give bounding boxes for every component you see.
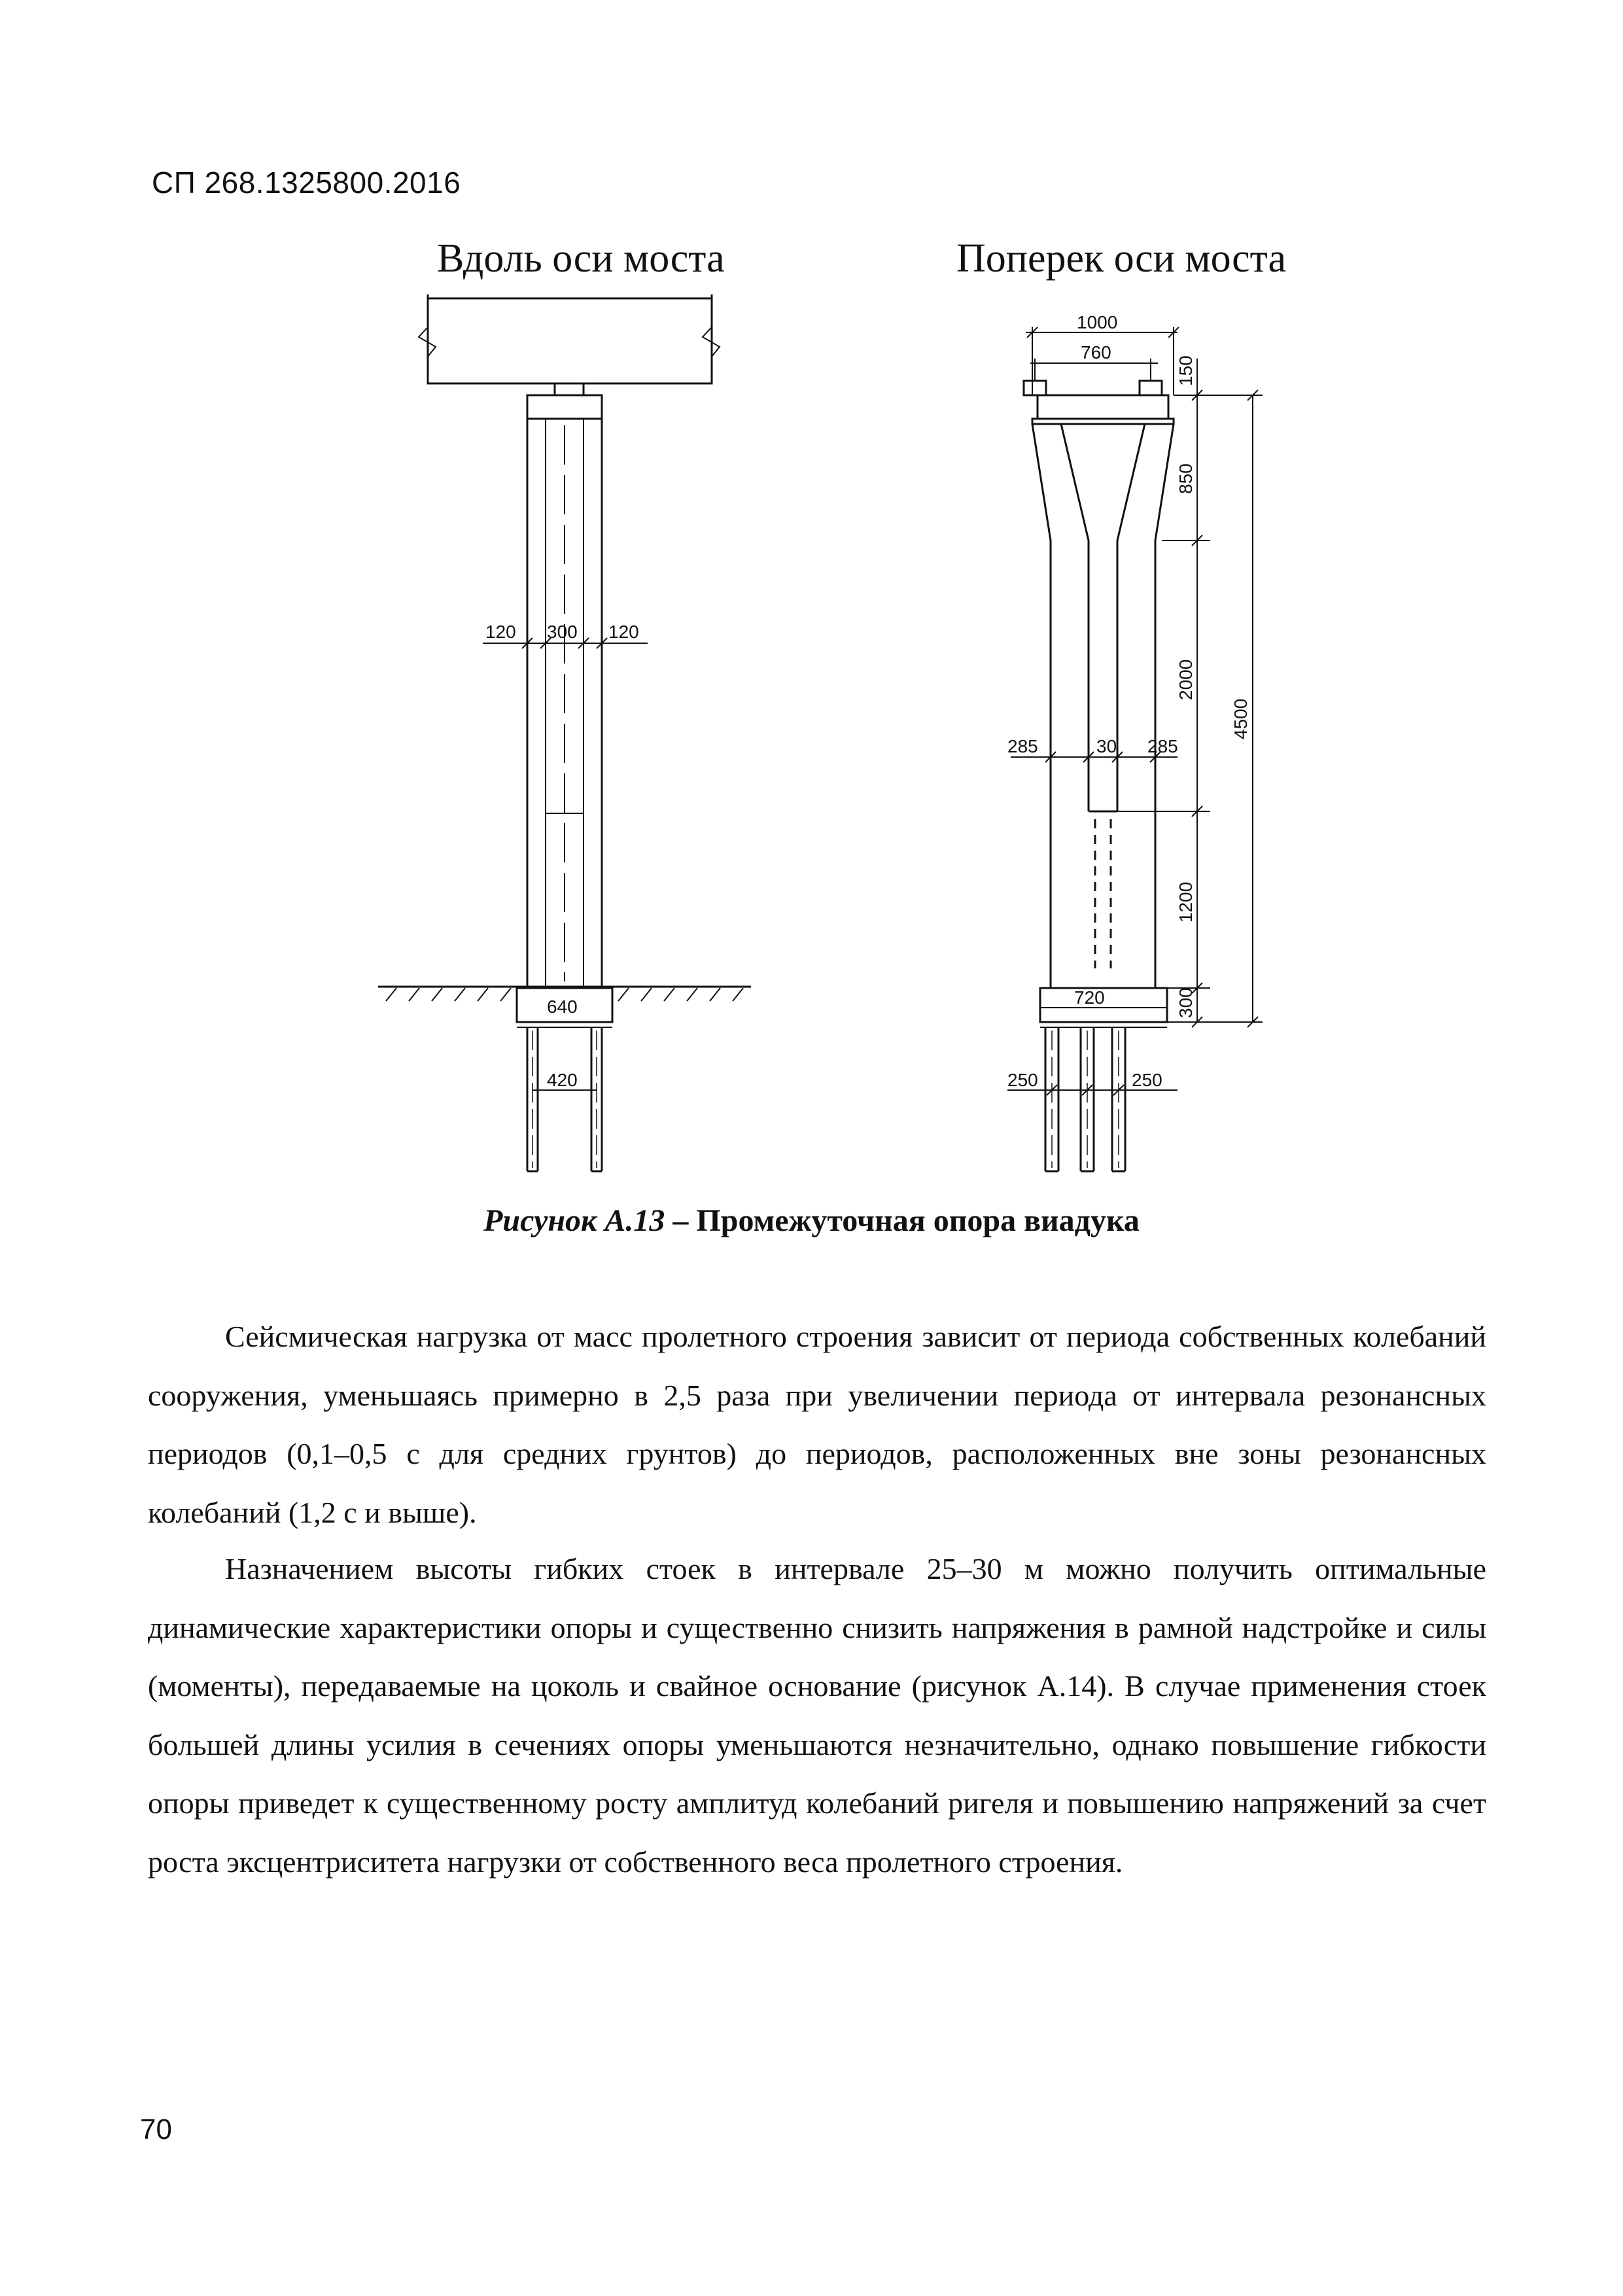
paragraph-text: Назначением высоты гибких стоек в интервале 25–30 м можно получить оптимальные динамические характеристики опоры и существенно снизить напряжения в рамной надстройке и силы (моменты), передаваемые на цоколь и свайное основание (рисунок А.14). В случае применения стоек большей длины усилия в сечениях опоры уменьшаются незначительно, однако повышение гибкости опоры приведет к существенному росту амплитуд колебаний ригеля и повышению напряжений за счет роста эксцентриситета нагрузки от собственного веса пролетного строения. bbox=[148, 1552, 1486, 1879]
dimension-lines-right bbox=[1007, 327, 1263, 1095]
dim-right-2000: 2000 bbox=[1176, 659, 1196, 700]
dim-right-285b: 285 bbox=[1147, 736, 1178, 756]
view-title-along-axis: Вдоль оси моста bbox=[437, 236, 725, 281]
view-title-across-axis: Поперек оси моста bbox=[956, 236, 1287, 281]
document-code: СП 268.1325800.2016 bbox=[152, 166, 461, 200]
pier-column-side bbox=[527, 419, 602, 988]
dim-right-30: 30 bbox=[1096, 736, 1117, 756]
dim-right-285a: 285 bbox=[1007, 736, 1038, 756]
figure-caption-number: Рисунок А.13 bbox=[483, 1203, 665, 1238]
dim-right-720: 720 bbox=[1074, 987, 1105, 1008]
dim-right-150: 150 bbox=[1176, 355, 1196, 386]
dim-right-760: 760 bbox=[1081, 342, 1111, 362]
dim-right-250a: 250 bbox=[1007, 1070, 1038, 1090]
pier-cap bbox=[527, 395, 602, 419]
dim-left-120a: 120 bbox=[485, 622, 516, 642]
paragraph-1 bbox=[148, 1307, 1486, 1542]
figure-caption-text: – Промежуточная опора виадука bbox=[665, 1203, 1140, 1238]
paragraph-2 bbox=[148, 1540, 1486, 1891]
pier-column-front bbox=[1032, 424, 1174, 988]
dim-right-1000: 1000 bbox=[1077, 312, 1118, 332]
figure-caption bbox=[0, 1203, 1623, 1239]
dim-right-250b: 250 bbox=[1132, 1070, 1162, 1090]
dim-left-420: 420 bbox=[547, 1070, 578, 1090]
dim-right-300: 300 bbox=[1176, 987, 1196, 1018]
dim-left-120b: 120 bbox=[608, 622, 639, 642]
page-number: 70 bbox=[140, 2113, 172, 2146]
dim-right-850: 850 bbox=[1176, 463, 1196, 494]
paragraph-text: Сейсмическая нагрузка от масс пролетного строения зависит от периода собственных колебаний сооружения, уменьшаясь примерно в 2,5 раза при увеличении периода от интервала резонансных периодов (0,1–0,5 с для средних грунтов) до периодов, расположенных вне зоны резонансных колебаний (1,2 с и выше). bbox=[148, 1320, 1486, 1529]
dim-right-4500: 4500 bbox=[1230, 698, 1251, 739]
dim-left-300: 300 bbox=[547, 622, 578, 642]
dim-left-640: 640 bbox=[547, 997, 578, 1017]
span-beam bbox=[419, 294, 720, 395]
dim-right-1200: 1200 bbox=[1176, 881, 1196, 923]
piles-right bbox=[1045, 1027, 1125, 1171]
piles-left bbox=[527, 1027, 602, 1171]
crossbeam bbox=[1024, 381, 1174, 424]
